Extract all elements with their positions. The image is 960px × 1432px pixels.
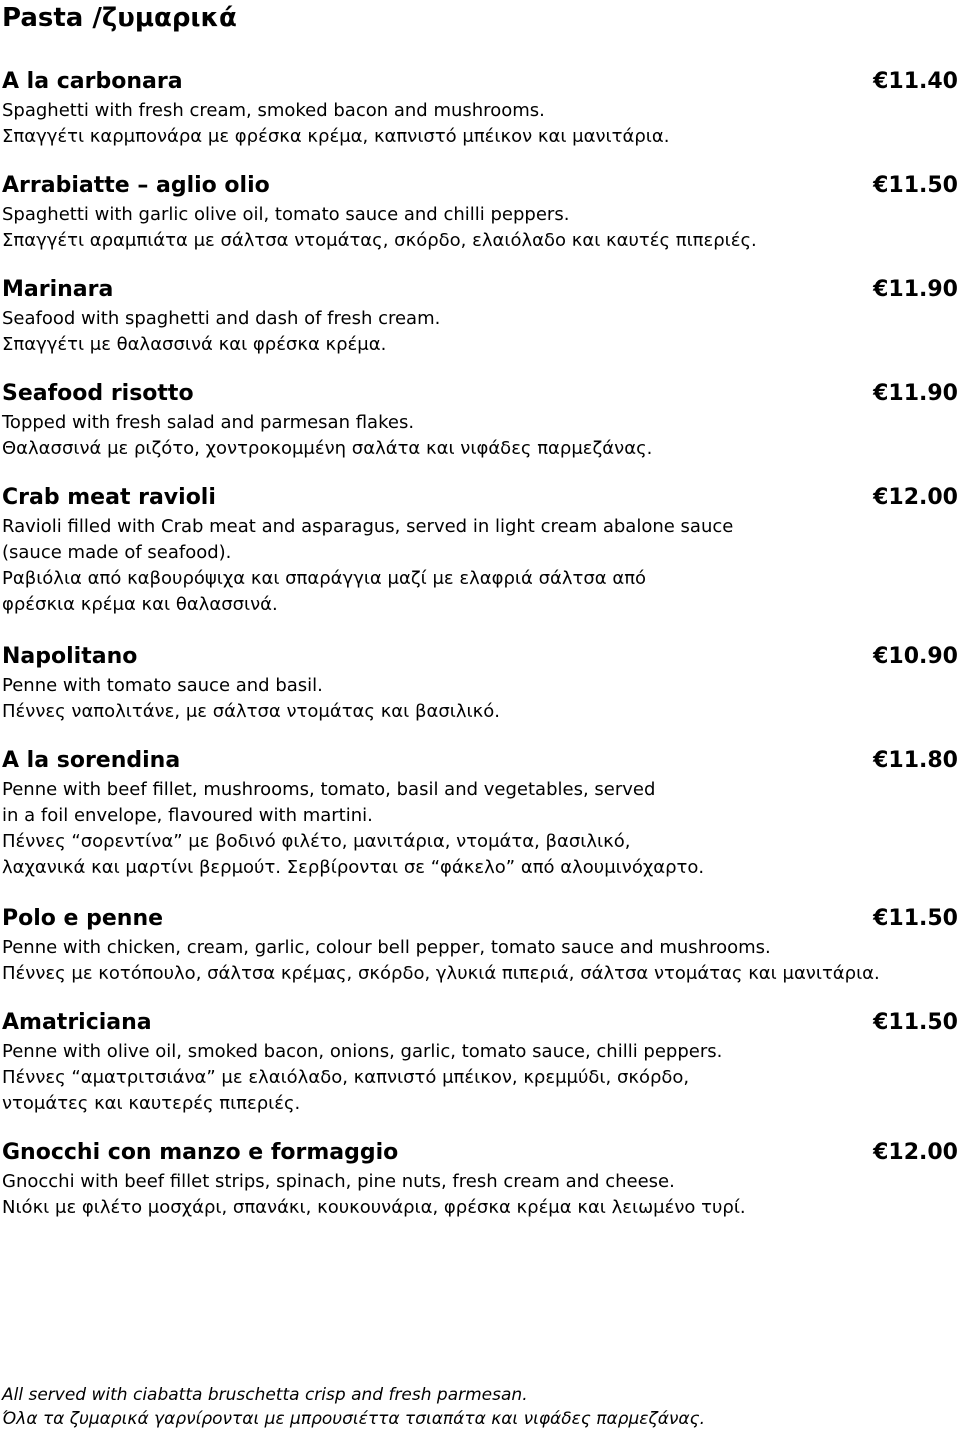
menu-item-header — [2, 66, 958, 98]
menu-item — [2, 641, 958, 725]
menu-item-description: Σπαγγέτι με θαλασσινά και φρέσκα κρέμα. — [2, 334, 387, 355]
menu-item-header — [2, 641, 958, 673]
menu-item-price: €11.40 — [873, 69, 958, 94]
footer-note — [2, 1383, 705, 1431]
menu-item — [2, 745, 958, 881]
menu-item-description: Θαλασσινά με ριζότο, χοντροκομμένη σαλάτα και νιφάδες παρμεζάνας. — [2, 438, 653, 459]
menu-item — [2, 274, 958, 358]
menu-item-header — [2, 745, 958, 777]
menu-item — [2, 482, 958, 618]
menu-item-header — [2, 170, 958, 202]
menu-item-header — [2, 378, 958, 410]
menu-item-description: Spaghetti with garlic olive oil, tomato sauce and chilli peppers. — [2, 204, 570, 225]
menu-item — [2, 66, 958, 150]
menu-item-description: Νιόκι με φιλέτο μοσχάρι, σπανάκι, κουκουνάρια, φρέσκα κρέμα και λειωμένο τυρί. — [2, 1197, 746, 1218]
menu-item-price: €12.00 — [873, 1140, 958, 1165]
menu-item-name: Marinara — [2, 277, 114, 302]
page-title: Pasta /ζυμαρικά — [2, 3, 237, 33]
menu-item-description: Πέννες με κοτόπουλο, σάλτσα κρέμας, σκόρδο, γλυκιά πιπεριά, σάλτσα ντομάτας και μανιτάρια. — [2, 963, 880, 984]
menu-item-description: λαχανικά και μαρτίνι βερμούτ. Σερβίρονται σε “φάκελο” από αλουμινόχαρτο. — [2, 857, 705, 878]
menu-item — [2, 1137, 958, 1221]
menu-item-name: Amatriciana — [2, 1010, 152, 1035]
menu-item-name: Seafood risotto — [2, 381, 194, 406]
menu-item-description: Penne with chicken, cream, garlic, colour bell pepper, tomato sauce and mushrooms. — [2, 937, 771, 958]
menu-item-header — [2, 1137, 958, 1169]
menu-item-price: €12.00 — [873, 485, 958, 510]
menu-item — [2, 903, 958, 987]
menu-item-description: Σπαγγέτι καρμπονάρα με φρέσκα κρέμα, καπνιστό μπέικον και μανιτάρια. — [2, 126, 670, 147]
menu-item-price: €11.90 — [873, 381, 958, 406]
menu-item — [2, 378, 958, 462]
menu-item-header — [2, 903, 958, 935]
menu-item-description: Seafood with spaghetti and dash of fresh cream. — [2, 308, 441, 329]
menu-item-price: €11.50 — [873, 906, 958, 931]
menu-item-description: ντομάτες και καυτερές πιπεριές. — [2, 1093, 301, 1114]
menu-item-description: Πέννες ναπολιτάνε, με σάλτσα ντομάτας και βασιλικό. — [2, 701, 500, 722]
menu-item-description: φρέσκια κρέμα και θαλασσινά. — [2, 594, 278, 615]
menu-item-header — [2, 274, 958, 306]
menu-item-price: €11.50 — [873, 173, 958, 198]
menu-item-name: Arrabiatte – aglio olio — [2, 173, 270, 198]
menu-item-description: Penne with beef fillet, mushrooms, tomato, basil and vegetables, served — [2, 779, 656, 800]
footer-note-english: All served with ciabatta bruschetta crisp and fresh parmesan. — [2, 1385, 528, 1405]
menu-item-header — [2, 1007, 958, 1039]
menu-item-price: €11.50 — [873, 1010, 958, 1035]
menu-item-description: Ravioli filled with Crab meat and asparagus, served in light cream abalone sauce — [2, 516, 734, 537]
menu-item — [2, 1007, 958, 1117]
menu-item-name: Gnocchi con manzo e formaggio — [2, 1140, 399, 1165]
menu-item-description: Πέννες “σορεντίνα” με βοδινό φιλέτο, μανιτάρια, ντομάτα, βασιλικό, — [2, 831, 631, 852]
menu-item-description: (sauce made of seafood). — [2, 542, 232, 563]
menu-item-header — [2, 482, 958, 514]
menu-item-description: Ραβιόλια από καβουρόψιχα και σπαράγγια μαζί με ελαφριά σάλτσα από — [2, 568, 647, 589]
menu-item-description: Σπαγγέτι αραμπιάτα με σάλτσα ντομάτας, σκόρδο, ελαιόλαδο και καυτές πιπεριές. — [2, 230, 757, 251]
menu-item-description: Spaghetti with fresh cream, smoked bacon and mushrooms. — [2, 100, 545, 121]
menu-item-name: Crab meat ravioli — [2, 485, 216, 510]
menu-item-name: Polo e penne — [2, 906, 164, 931]
menu-item-description: Penne with tomato sauce and basil. — [2, 675, 323, 696]
menu-item-description: in a foil envelope, flavoured with martini. — [2, 805, 373, 826]
menu-item-description: Πέννες “αματριτσιάνα” με ελαιόλαδο, καπνιστό μπέικον, κρεμμύδι, σκόρδο, — [2, 1067, 690, 1088]
menu-item-price: €11.90 — [873, 277, 958, 302]
menu-item-description: Penne with olive oil, smoked bacon, onions, garlic, tomato sauce, chilli peppers. — [2, 1041, 723, 1062]
menu-item-name: A la carbonara — [2, 69, 183, 94]
footer-note-greek: Όλα τα ζυμαρικά γαρνίρονται με μπρουσιέττα τσιαπάτα και νιφάδες παρμεζάνας. — [2, 1409, 705, 1429]
menu-item-price: €10.90 — [873, 644, 958, 669]
menu-item-description: Gnocchi with beef fillet strips, spinach, pine nuts, fresh cream and cheese. — [2, 1171, 675, 1192]
menu-item — [2, 170, 958, 254]
menu-item-price: €11.80 — [873, 748, 958, 773]
menu-item-name: A la sorendina — [2, 748, 181, 773]
menu-item-description: Topped with fresh salad and parmesan flakes. — [2, 412, 415, 433]
menu-item-name: Napolitano — [2, 644, 138, 669]
